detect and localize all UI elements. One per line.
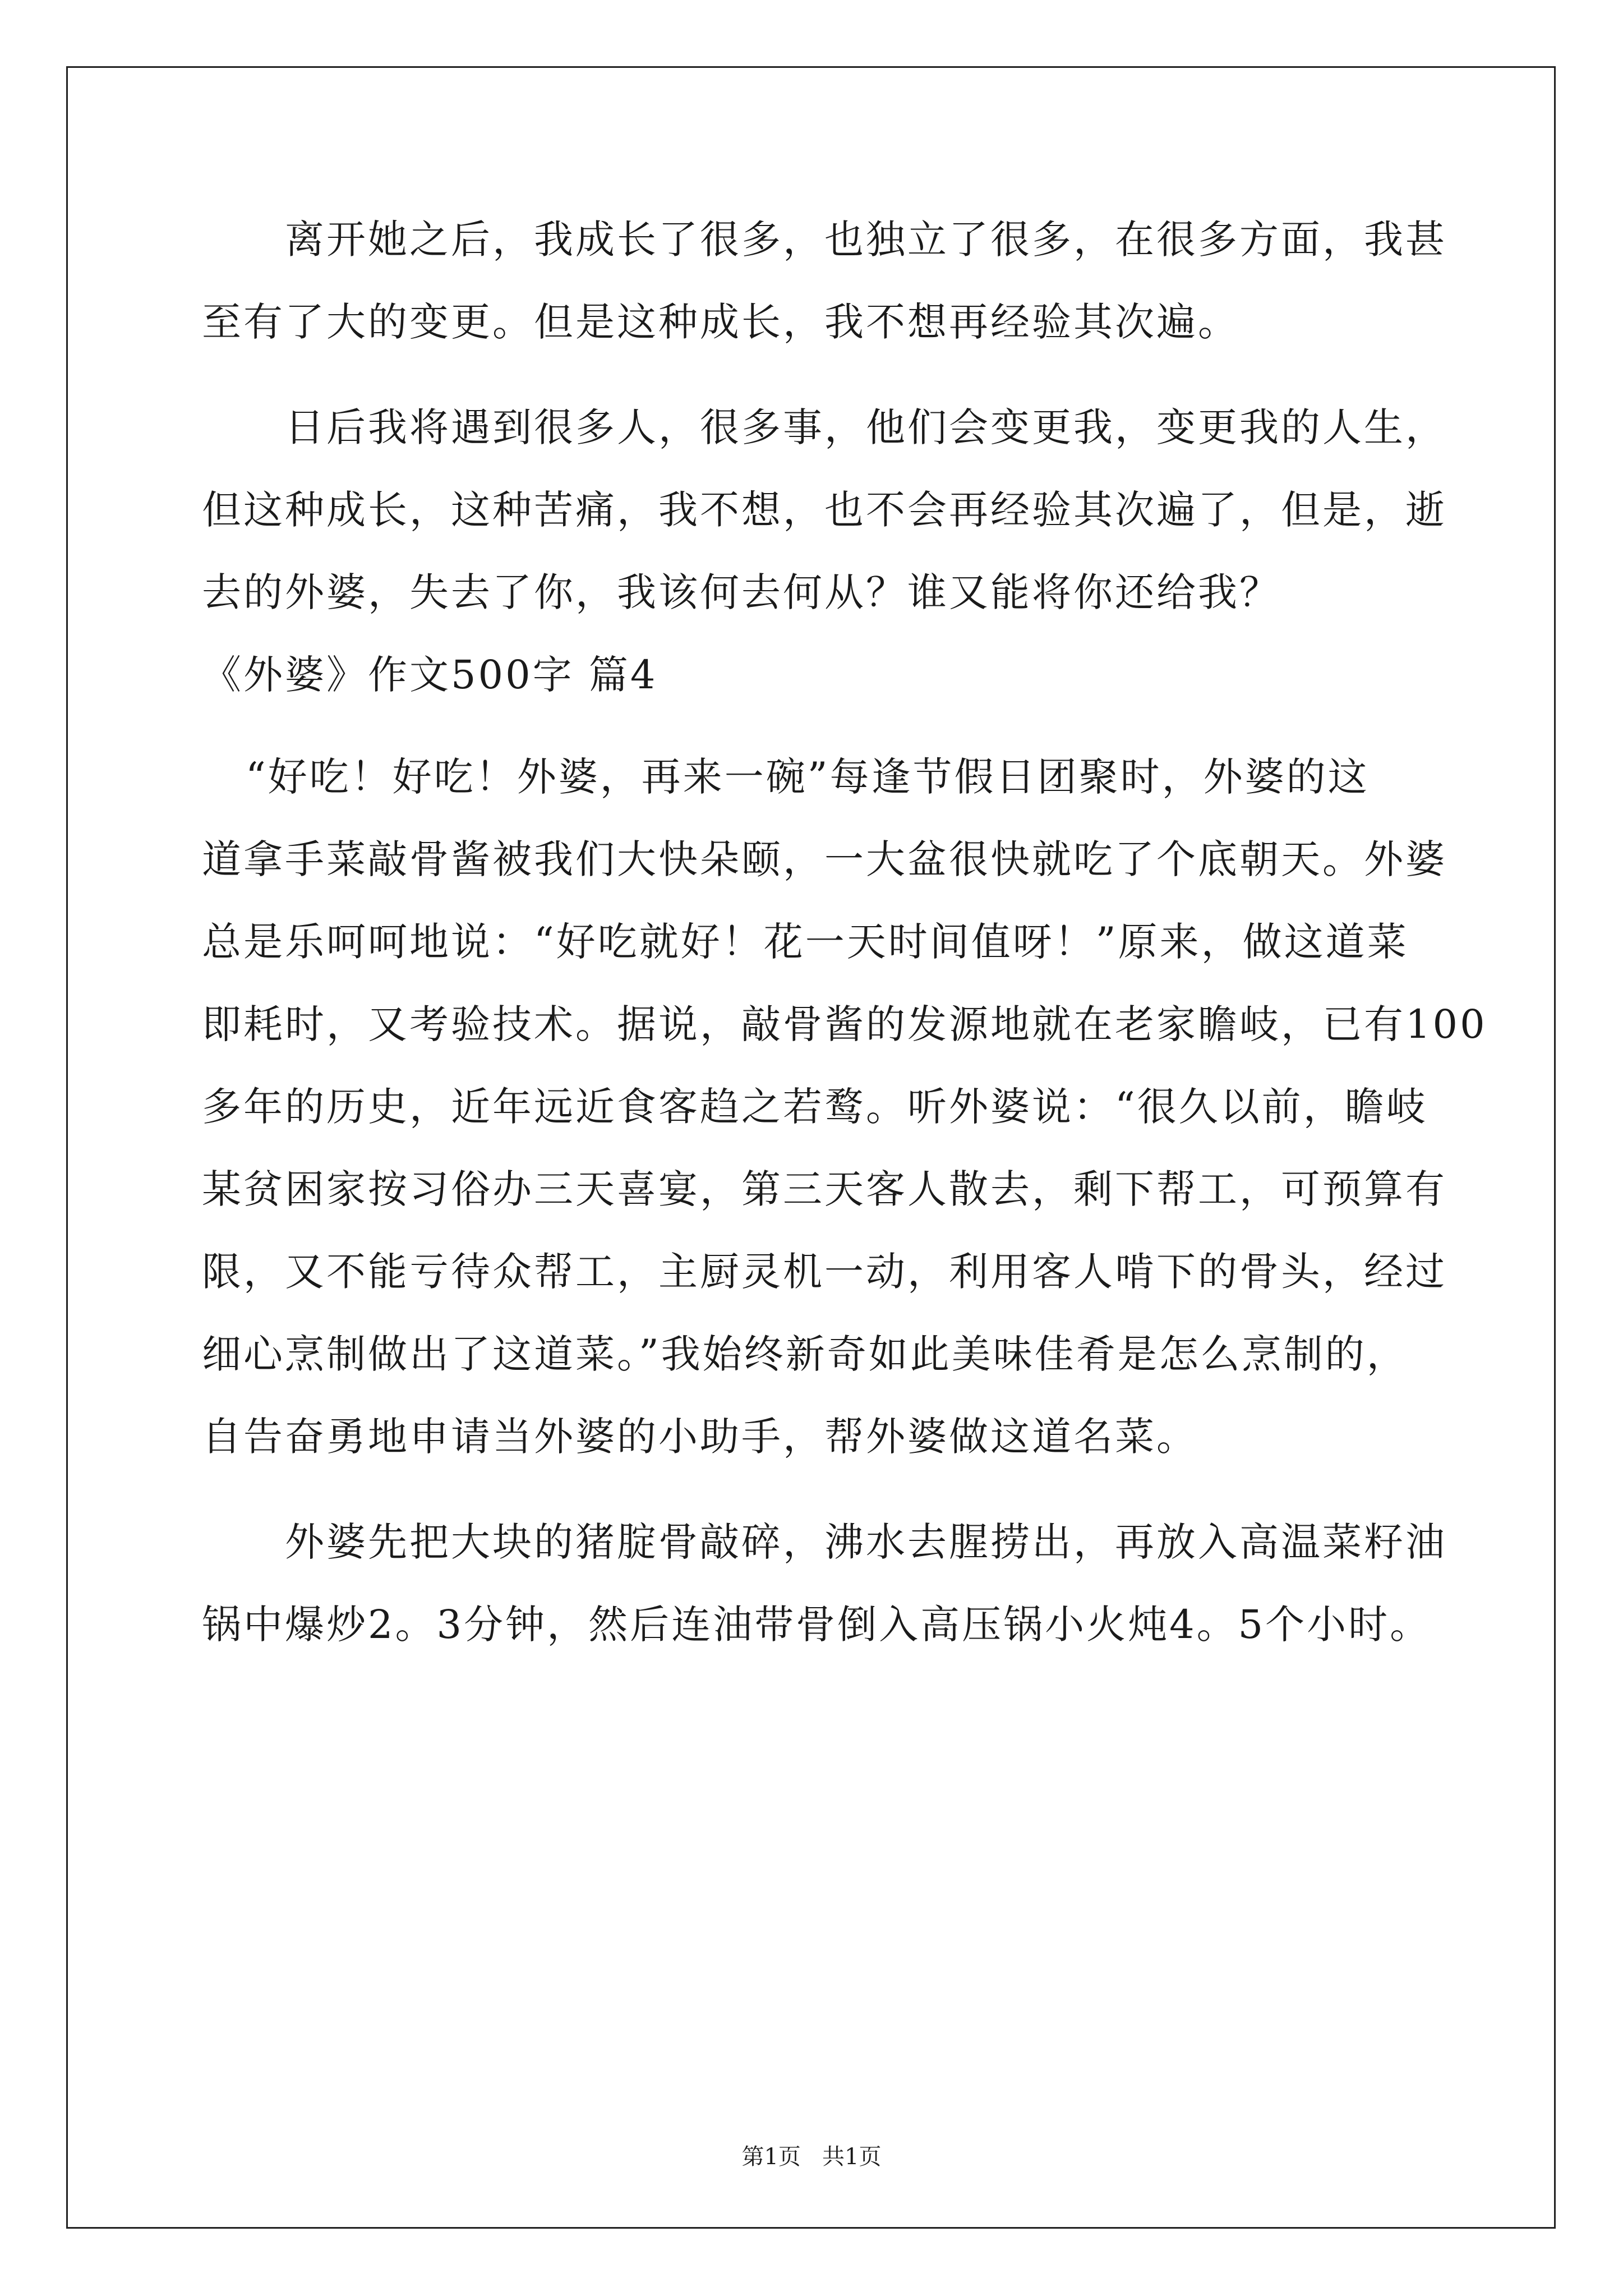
paragraph-3-line-2: 道拿手菜敲骨酱被我们大快朵颐，一大盆很快就吃了个底朝天。外婆 <box>202 836 1447 882</box>
paragraph-3-line-4: 即耗时，又考验技术。据说，敲骨酱的发源地就在老家瞻岐，已有100 <box>202 1001 1487 1047</box>
paragraph-4-line-2: 锅中爆炒2。3分钟，然后连油带骨倒入高压锅小火炖4。5个小时。 <box>202 1602 1432 1648</box>
paragraph-3-line-8: 细心烹制做出了这道菜。”我始终新奇如此美味佳肴是怎么烹制的， <box>202 1331 1408 1377</box>
paragraph-3-line-7: 限，又不能亏待众帮工，主厨灵机一动，利用客人啃下的骨头，经过 <box>202 1249 1447 1295</box>
paragraph-4-line-1: 外婆先把大块的猪腚骨敲碎，沸水去腥捞出，再放入高温菜籽油 <box>285 1519 1447 1565</box>
paragraph-3-line-1: “好吃！好吃！外婆，再来一碗”每逢节假日团聚时，外婆的这 <box>246 754 1370 800</box>
page-border <box>66 66 1556 2229</box>
section-heading: 《外婆》作文500字 篇4 <box>202 652 658 698</box>
paragraph-3-line-9: 自告奋勇地申请当外婆的小助手，帮外婆做这道名菜。 <box>202 1414 1198 1460</box>
paragraph-1-line-2: 至有了大的变更。但是这种成长，我不想再经验其次遍。 <box>202 299 1239 345</box>
paragraph-3-line-5: 多年的历史，近年远近食客趋之若鹜。听外婆说：“很久以前，瞻岐 <box>202 1084 1428 1130</box>
paragraph-3-line-6: 某贫困家按习俗办三天喜宴，第三天客人散去，剩下帮工，可预算有 <box>202 1166 1447 1212</box>
paragraph-3-line-3: 总是乐呵呵地说：“好吃就好！花一天时间值呀！”原来，做这道菜 <box>202 919 1409 965</box>
paragraph-1-line-1: 离开她之后，我成长了很多，也独立了很多，在很多方面，我甚 <box>285 217 1447 263</box>
paragraph-2-line-3: 去的外婆，失去了你，我该何去何从？谁又能将你还给我？ <box>202 569 1281 615</box>
page-footer: 第1页 共1页 <box>741 2144 882 2170</box>
paragraph-2-line-2: 但这种成长，这种苦痛，我不想，也不会再经验其次遍了，但是，逝 <box>202 487 1447 533</box>
paragraph-2-line-1: 日后我将遇到很多人，很多事，他们会变更我，变更我的人生， <box>285 404 1447 450</box>
